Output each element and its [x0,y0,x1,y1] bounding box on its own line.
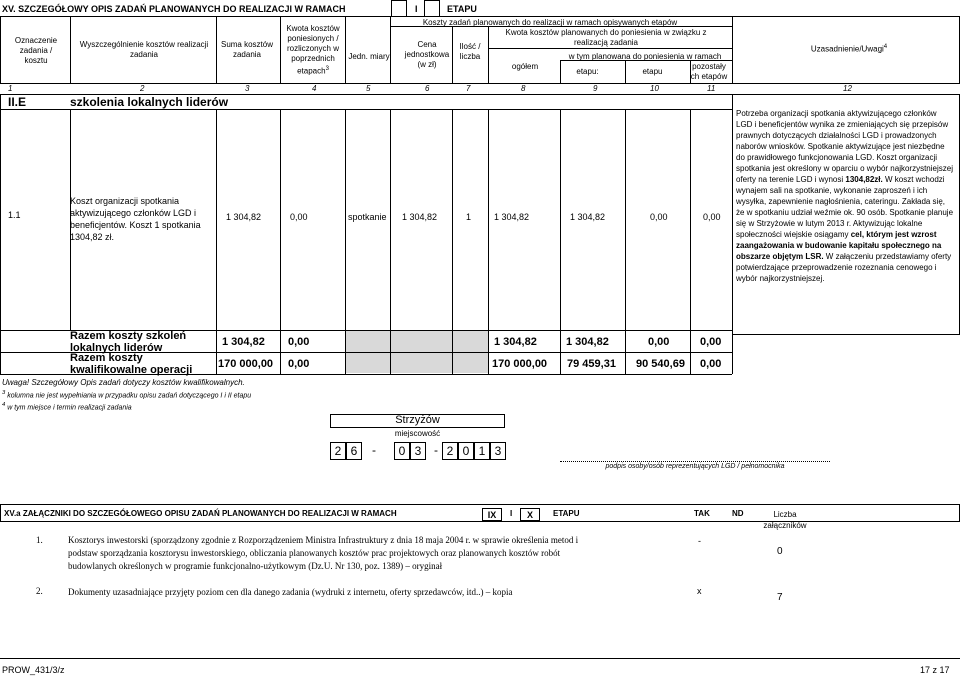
attachment-tak-mark[interactable]: - [698,536,701,546]
attachments-liczba: Liczba załączników [763,510,807,530]
col-number: 3 [245,84,250,93]
totals-etap-b: 0,00 [648,336,670,348]
totals-etap-a: 1 304,82 [566,336,609,348]
group-code: II.E [8,95,27,109]
col-number: 6 [425,84,430,93]
header-uzasadnienie: Uzasadnienie/Uwagi$^4$ [810,44,888,54]
note-4: $^4$ w tym miejsce i termin realizacji zadania [2,402,132,412]
header-pozostaly: pozostały ch etapów [690,62,728,81]
col-number: 4 [312,84,317,93]
row-justification: Potrzeba organizacji spotkania aktywizującego członków LGD i beneficjentów wynika ze zmieniających się przepisów prawnych dotyczących działalności LGD i prowadzonych naborów wniosków. Spotkanie aktywizujące jest niezbędne do prawidłowego funkcjonowania LGD. Koszt organizacji spotkania jest określony w oparciu o wybór najkorzystniejszej oferty na terenie LGD i wynosi 1304,82zł. W koszt wchodzi wynajem sali na spotkanie, wykonanie zaproszeń i ich wysyłka, zapewnienie nagłośnienia, cateringu. Zakłada się, że w spotkaniu udział weźmie ok. 90 osób. Spotkanie planuje się w Strzyżowie w lutym 2013 r. Aktywizując lokalne społeczności wiejskie osiągamy cel, którym jest wzrost zaangażowania w budowanie kapitału społecznego na obszarze objętym LSR. W załączeniu przedstawiamy oferty potwierdzające przeprowadzenie rozeznania cenowego i wybór najkorzystniejszej. [736,109,954,283]
totals-ogolem: 170 000,00 [492,358,548,370]
totals-label: Razem koszty kwalifikowalne operacji [70,352,193,376]
totals-poniesione: 0,00 [288,358,310,370]
footer-form-code: PROW_431/3/z [2,665,65,675]
section-title: XV. SZCZEGÓŁOWY OPIS ZADAŃ PLANOWANYCH DO REALIZACJI W RAMACH [2,4,346,14]
date-digit: 1 [474,442,490,460]
header-ogolem: ogółem [511,62,539,71]
col-number: 11 [707,84,716,93]
totals-etap-a: 79 459,31 [567,358,616,370]
attachments-nd: ND [732,509,744,518]
col-number: 8 [521,84,526,93]
attachment-number: 2. [36,586,43,596]
totals-label: Razem koszty szkoleń lokalnych liderów [70,330,187,354]
row-ilosc: 1 [466,212,472,222]
row-ogolem: 1 304,82 [494,212,530,222]
attachment-tak-mark[interactable]: x [697,586,702,596]
attachments-title: XV.a ZAŁĄCZNIKI DO SZCZEGÓŁOWEGO OPISU ZADAŃ PLANOWANYCH DO REALIZACJI W RAMACH [4,509,397,518]
signature-label: podpis osoby/osób reprezentujących LGD / pełnomocnika [605,463,785,470]
totals-suma: 170 000,00 [218,358,274,370]
row-pozostale: 0,00 [703,212,721,222]
place-name: Strzyżów [395,414,440,426]
totals-pozostale: 0,00 [700,336,722,348]
header-kwota-poniesionych: Kwota kosztów poniesionych / rozliczonych w poprzednich etapach$^3$ [286,24,340,76]
section-roman: I [415,4,418,14]
section-etapu: ETAPU [447,4,477,14]
date-digit: 3 [410,442,426,460]
date-digit: 6 [346,442,362,460]
attachment-text: Kosztorys inwestorski (sporządzony zgodnie z Rozporządzeniem Ministra Infrastruktury z dnia 18 maja 2004 r. w sprawie określenia metod i podstaw sporządzania kosztorysu inwestorskiego, obliczania planowanych kosztów prac projektowych oraz planowanych kosztów robót budowlanych określonych w programie funkcjonalno-użytkowym (Dz.U. Nr 130, poz. 1389) – oryginał [68,535,579,571]
attachment-count: 0 [777,546,783,557]
place-label: miejscowość [394,429,441,438]
totals-pozostale: 0,00 [700,358,722,370]
date-separator: - [434,443,438,457]
date-digit: 2 [330,442,346,460]
date-separator: - [372,443,376,457]
note-3: $^3$ kolumna nie jest wypełniania w przypadku opisu zadań dotyczącego I i II etapu [2,390,252,400]
row-description: Koszt organizacji spotkania aktywizującego członków LGD i beneficjentów. Koszt 1 spotkania 1304,82 zł. [70,196,201,242]
attachment-count: 7 [777,592,783,603]
date-digit: 3 [490,442,506,460]
col-number: 5 [366,84,371,93]
attachments-stage-box-2[interactable]: X [520,508,540,521]
header-etapu-1: etapu: [576,67,599,76]
header-jedn: Jedn. miary [348,52,390,61]
col-number: 10 [650,84,659,93]
date-digit: 0 [458,442,474,460]
row-jedn: spotkanie [348,212,387,222]
attachments-stage-box-1[interactable]: IX [482,508,502,521]
col-number: 1 [8,84,13,93]
attachment-text: Dokumenty uzasadniające przyjęty poziom cen dla danego zadania (wydruki z internetu, oferty sprzedawców, itd..) – kopia [68,587,513,597]
group-name: szkolenia lokalnych liderów [70,95,229,109]
header-oznaczenie: Oznaczenie zadania / kosztu [14,36,58,65]
header-koszty-group: Koszty zadań planowanych do realizacji w ramach opisywanych etapów [422,18,678,27]
header-kwota-group: Kwota kosztów planowanych do poniesienia w związku z realizacją zadania [505,28,707,47]
header-ilosc: Ilość / liczba [459,42,481,61]
totals-etap-b: 90 540,69 [636,358,685,370]
row-suma: 1 304,82 [226,212,262,222]
stage-box-empty[interactable] [391,0,407,17]
totals-ogolem: 1 304,82 [494,336,537,348]
date-digit: 0 [394,442,410,460]
row-etap-a: 1 304,82 [570,212,606,222]
attachments-tak: TAK [694,509,710,518]
attachment-number: 1. [36,535,43,545]
col-number: 9 [593,84,598,93]
attachments-roman: I [510,509,513,518]
header-w-tym: w tym planowana do poniesienia w ramach [568,52,722,61]
signature-line[interactable] [560,461,830,462]
note-uwaga: Uwaga! Szczegółowy Opis zadań dotyczy kosztów kwalifikowalnych. [2,378,245,387]
header-wyszczegolnienie: Wyszczególnienie kosztów realizacji zadania [79,40,209,59]
header-suma: Suma kosztów zadania [220,40,274,59]
date-digit: 2 [442,442,458,460]
attachments-etapu: ETAPU [553,509,580,518]
footer-page-number: 17 z 17 [920,665,950,675]
row-poniesione: 0,00 [290,212,308,222]
col-number: 2 [140,84,145,93]
col-number: 7 [466,84,471,93]
stage-box-empty-2[interactable] [424,0,440,17]
row-code: 1.1 [8,210,21,220]
header-etapu-2: etapu [642,67,663,76]
header-cena: Cena jednostkowa (w zł) [404,40,450,69]
col-number: 12 [843,84,852,93]
row-cena: 1 304,82 [402,212,438,222]
row-etap-b: 0,00 [650,212,668,222]
totals-suma: 1 304,82 [222,336,265,348]
totals-poniesione: 0,00 [288,336,310,348]
